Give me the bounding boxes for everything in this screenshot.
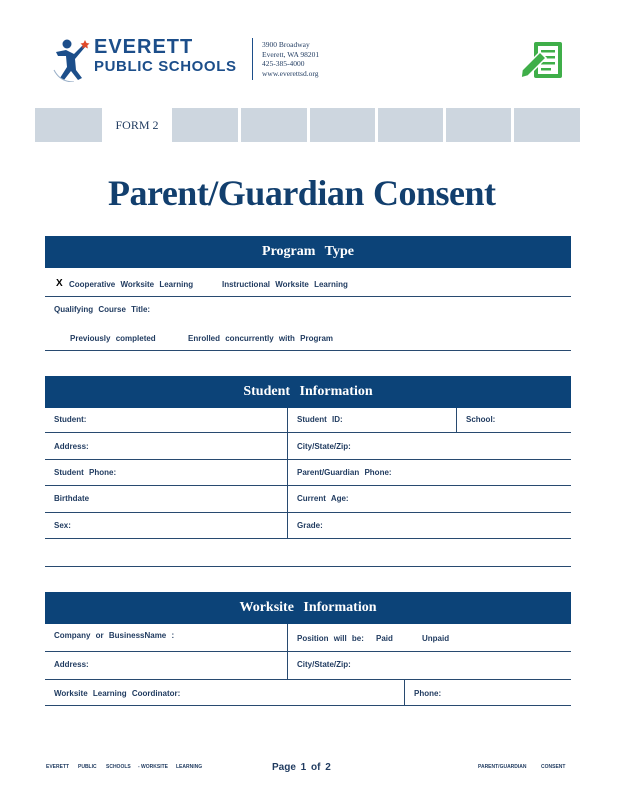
band-cell <box>514 108 580 142</box>
form-number-label: FORM 2 <box>104 108 170 142</box>
option-instructional-label[interactable]: Instructional Worksite Learning <box>222 280 348 289</box>
worksite-information-heading: Worksite Information <box>45 592 571 624</box>
footer-text: PUBLIC <box>78 764 97 770</box>
coordinator-field[interactable]: Worksite Learning Coordinator: <box>54 689 181 698</box>
divider <box>45 485 571 486</box>
school-field[interactable]: School: <box>466 415 496 424</box>
company-name-field[interactable]: Company or BusinessName : <box>54 631 175 640</box>
logo-name: EVERETT <box>94 36 194 58</box>
current-age-field[interactable]: Current Age: <box>297 494 349 503</box>
address-city: Everett, WA 98201 <box>262 49 320 59</box>
column-divider <box>287 624 288 679</box>
program-type-heading: Program Type <box>45 236 571 268</box>
position-label: Position will be: <box>297 634 364 643</box>
student-id-field[interactable]: Student ID: <box>297 415 343 424</box>
page-number: Page 1 of 2 <box>272 762 331 773</box>
band-cell <box>310 108 375 142</box>
band-cell <box>241 108 307 142</box>
column-divider <box>287 408 288 538</box>
paid-option[interactable]: Paid <box>376 634 393 643</box>
column-divider <box>404 679 405 705</box>
district-logo <box>52 36 242 82</box>
logo-subtitle: PUBLIC SCHOOLS <box>94 58 237 75</box>
course-title-label: Qualifying Course Title: <box>54 305 151 314</box>
divider <box>45 679 571 680</box>
column-divider <box>456 408 457 432</box>
worksite-address-field[interactable]: Address: <box>54 660 89 669</box>
title-consent: Consent <box>373 173 496 213</box>
option-cooperative-label: Cooperative Worksite Learning <box>69 280 194 289</box>
student-name-field[interactable]: Student: <box>54 415 87 424</box>
checkbox-cooperative[interactable]: X <box>56 278 63 289</box>
band-cell <box>35 108 102 142</box>
grade-field[interactable]: Grade: <box>297 521 323 530</box>
guardian-phone-field[interactable]: Parent/Guardian Phone: <box>297 468 392 477</box>
previously-completed-option[interactable]: Previously completed <box>70 334 156 343</box>
footer-text: LEARNING <box>176 764 203 770</box>
divider <box>45 538 571 539</box>
divider <box>45 705 571 706</box>
worksite-phone-field[interactable]: Phone: <box>414 689 442 698</box>
runner-logo-icon <box>52 36 90 82</box>
footer-text: SCHOOLS <box>106 764 131 770</box>
band-cell <box>172 108 238 142</box>
header-divider <box>252 38 253 80</box>
sex-field[interactable]: Sex: <box>54 521 71 530</box>
divider <box>45 350 571 351</box>
district-address <box>262 40 319 78</box>
divider <box>45 566 571 567</box>
address-street: 3900 Broadway <box>262 40 310 49</box>
footer-text: PARENT/GUARDIAN <box>478 764 527 770</box>
address-phone: 425-385-4000 <box>262 59 305 68</box>
divider <box>45 459 571 460</box>
worksite-city-field[interactable]: City/State/Zip: <box>297 660 351 669</box>
student-address-field[interactable]: Address: <box>54 442 89 451</box>
band-cell <box>446 108 511 142</box>
student-information-heading: Student Information <box>45 376 571 408</box>
edit-document-icon <box>520 40 566 82</box>
title-parent-guardian: Parent/Guardian <box>108 173 364 213</box>
divider <box>45 512 571 513</box>
divider <box>45 432 571 433</box>
unpaid-option[interactable]: Unpaid <box>422 634 450 643</box>
student-city-field[interactable]: City/State/Zip: <box>297 442 351 451</box>
student-phone-field[interactable]: Student Phone: <box>54 468 117 477</box>
band-cell <box>378 108 443 142</box>
divider <box>45 651 571 652</box>
footer-text: EVERETT <box>46 764 70 770</box>
enrolled-concurrently-option[interactable]: Enrolled concurrently with Program <box>188 334 334 343</box>
divider <box>45 296 571 297</box>
footer-text: - WORKSITE <box>138 764 168 770</box>
birthdate-field[interactable]: Birthdate <box>54 494 90 503</box>
address-website: www.everettsd.org <box>262 68 319 78</box>
footer-text: CONSENT <box>541 764 566 770</box>
